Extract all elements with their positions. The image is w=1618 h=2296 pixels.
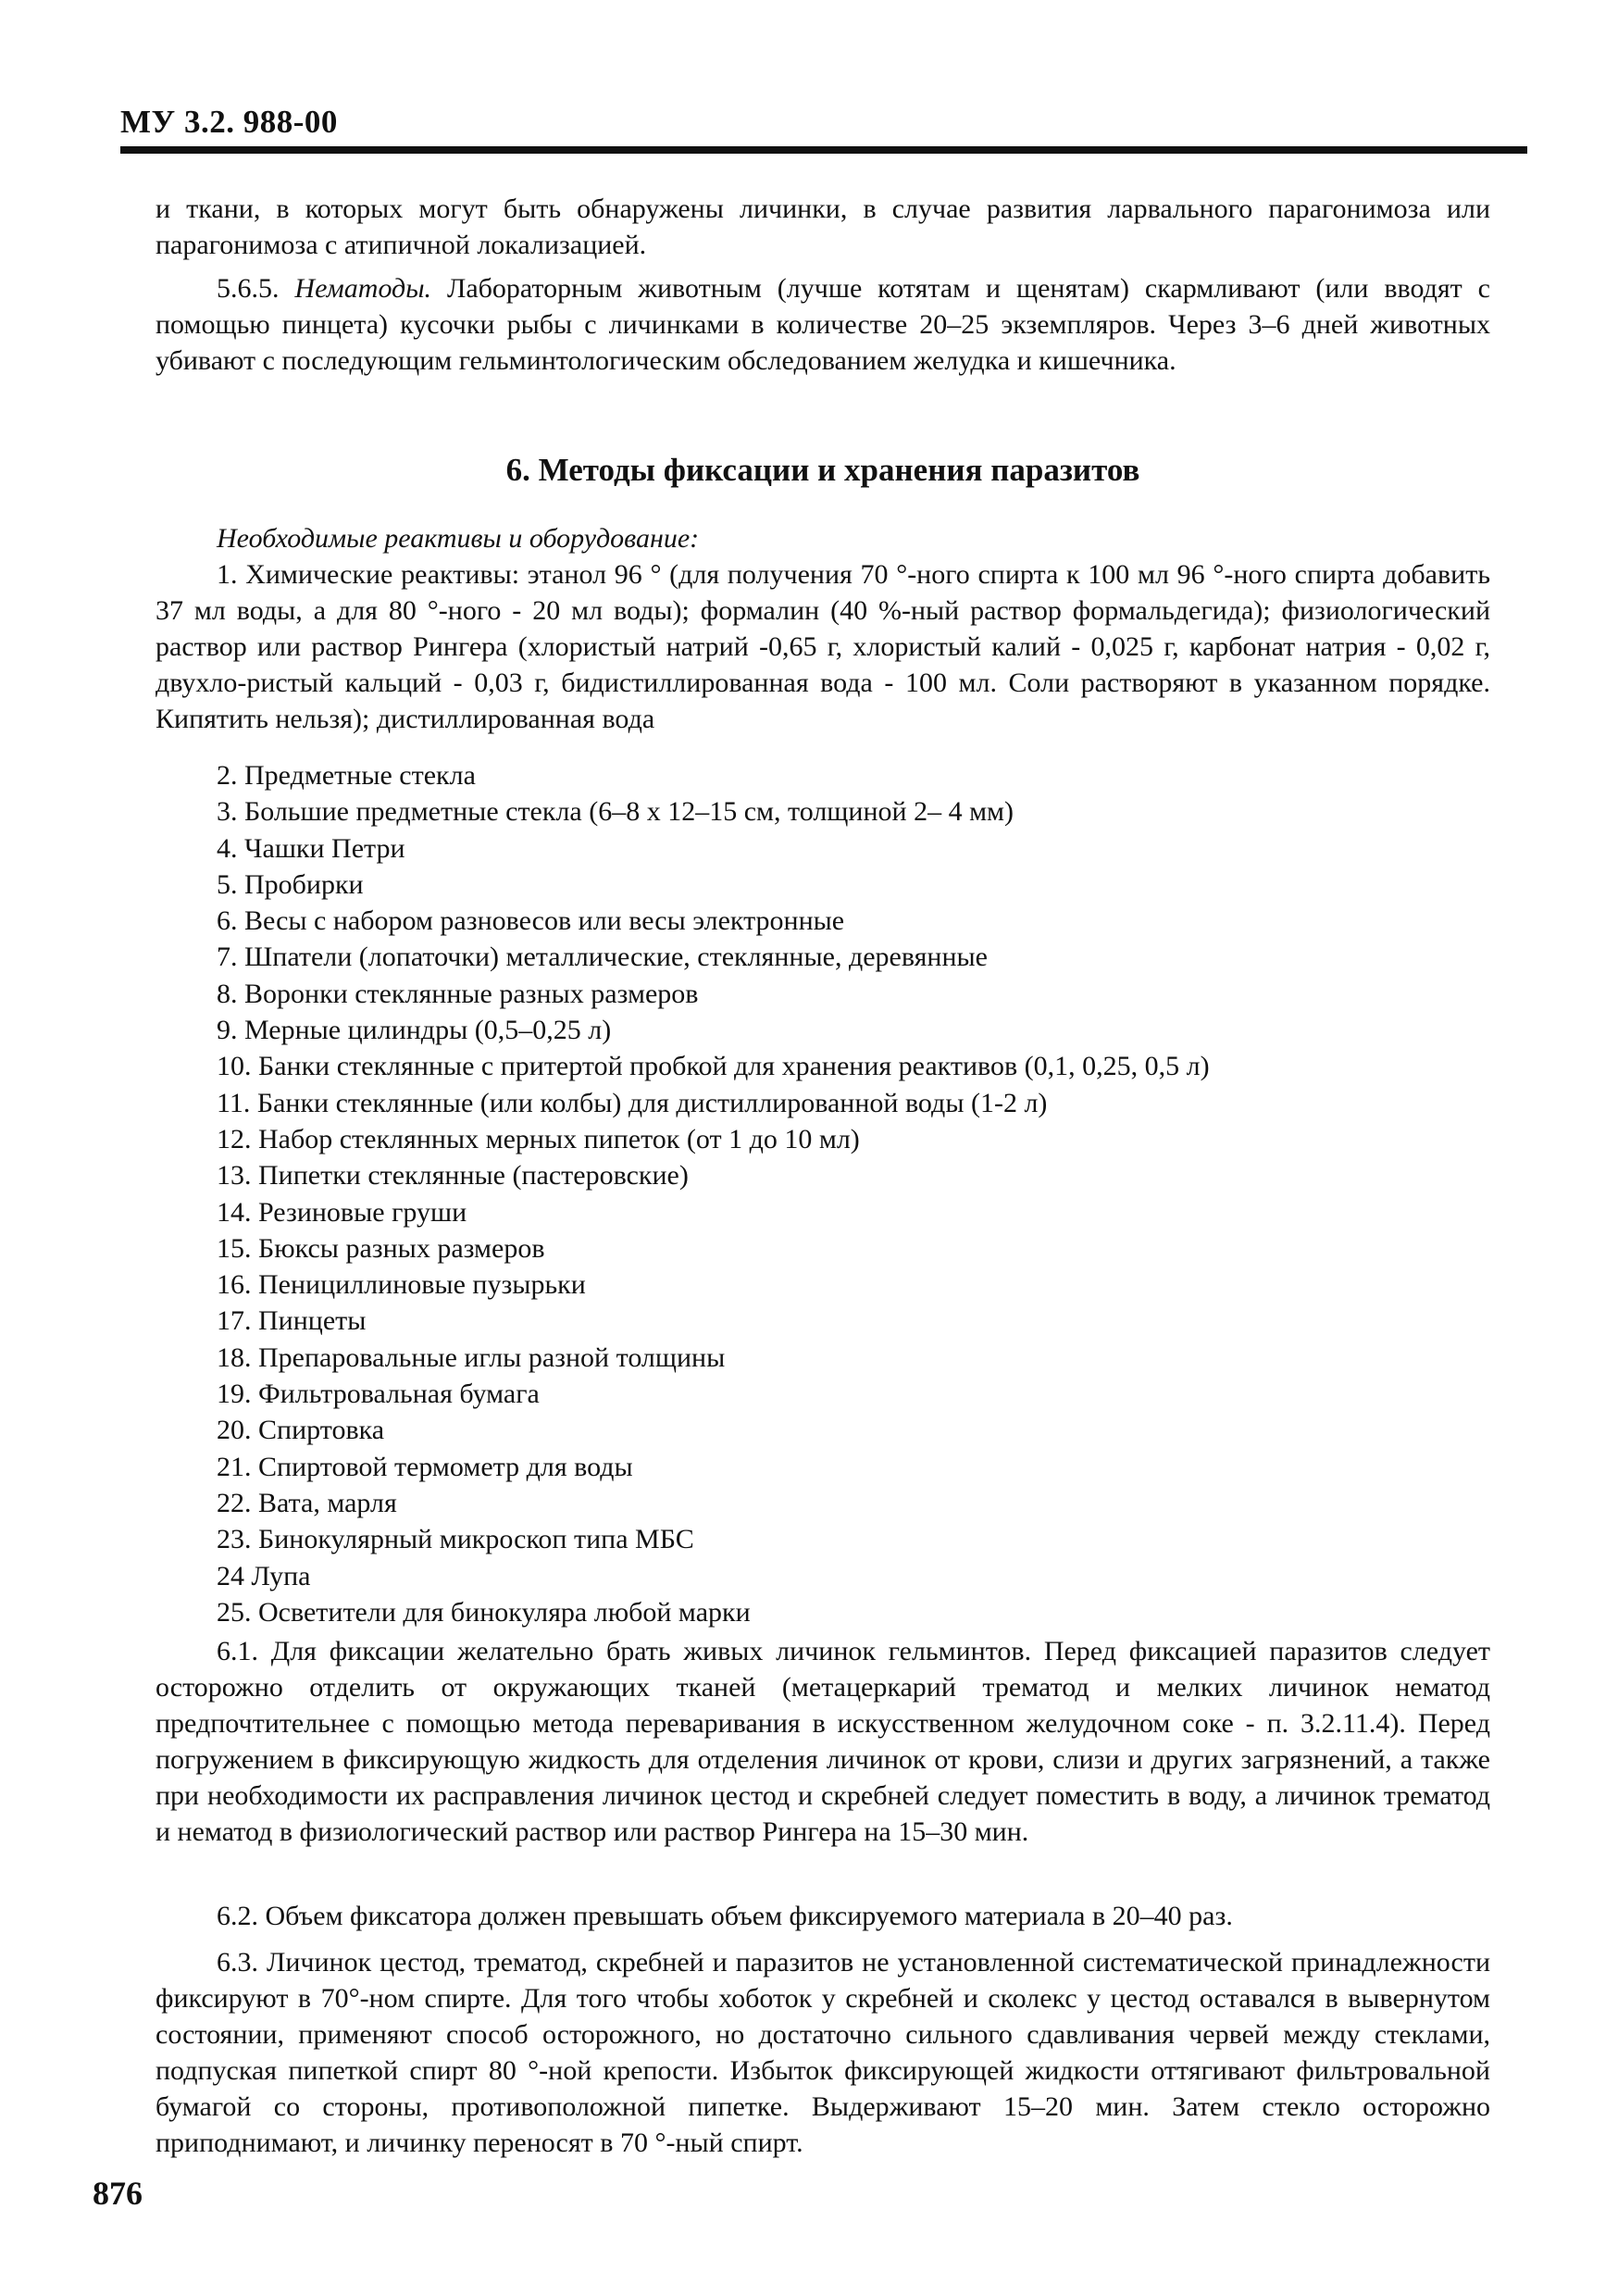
list-item: 6. Весы с набором разновесов или весы электронные — [217, 905, 845, 937]
list-item: 7. Шпатели (лопаточки) металлические, стеклянные, деревянные — [217, 942, 988, 973]
list-item: 17. Пинцеты — [217, 1305, 367, 1337]
list-item: 16. Пенициллиновые пузырьки — [217, 1269, 586, 1301]
list-item: 20. Спиртовка — [217, 1415, 385, 1446]
list-item: 11. Банки стеклянные (или колбы) для дистиллированной воды (1-2 л) — [217, 1087, 1048, 1118]
list-item: 19. Фильтровальная бумага — [217, 1379, 540, 1410]
list-item: 9. Мерные цилиндры (0,5–0,25 л) — [217, 1015, 612, 1046]
list-item: 5. Пробирки — [217, 868, 364, 900]
paragraph-text: Лабораторным животным (лучше котятам и щенятам) скармливают (или вводят с помощью пинцета) кусочки рыбы с личинками в количестве 20–25 экземпляров. Через 3–6 дней животных убивают с последующим гельминтологическим обследованием желудка и кишечника. — [156, 273, 1490, 376]
list-item: 25. Осветители для бинокуляра любой марки — [217, 1596, 751, 1628]
paragraph-6-3: 6.3. Личинок цестод, трематод, скребней и паразитов не установленной систематической принадлежности фиксируют в 70°-ном спирте. Для того чтобы хоботок у скребней и сколекс у цестод оставался в вывернутом состоянии, применяют способ осторожного, но достаточно сильного сдавливания червей между стеклами, подпуская пипеткой спирт 80 °-ной крепости. Избыток фиксирующей жидкости оттягивают фильтровальной бумагой со стороны, противоположной пипетке. Выдерживают 15–20 мин. Затем стекло осторожно приподнимают, и личинку переносят в 70 °-ный спирт. — [156, 1947, 1490, 2158]
list-item: 23. Бинокулярный микроскоп типа МБС — [217, 1524, 694, 1555]
running-header: МУ 3.2. 988-00 — [120, 104, 338, 140]
header-rule — [120, 146, 1527, 154]
page-number: 876 — [93, 2175, 143, 2212]
section-title: 6. Методы фиксации и хранения паразитов — [505, 452, 1140, 488]
list-item: 21. Спиртовой термометр для воды — [217, 1451, 633, 1482]
paragraph-number: 5.6.5. — [217, 273, 280, 304]
continued-paragraph: и ткани, в которых могут быть обнаружены личинки, в случае развития ларвального парагонимоза или парагонимоза с атипичной локализацией. — [156, 193, 1490, 260]
list-item: 12. Набор стеклянных мерных пипеток (от 1 до 10 мл) — [217, 1123, 860, 1154]
list-item-1: 1. Химические реактивы: этанол 96 ° (для получения 70 °-ного спирта к 100 мл 96 °-ного спирта добавить 37 мл воды, а для 80 °-ного - 20 мл воды); формалин (40 %-ный раствор формальдегида); физиологический раствор или раствор Рингера (хлористый натрий -0,65 г, хлористый калий - 0,025 г, карбонат натрия - 0,02 г, двухло-ристый кальций - 0,03 г, бидистиллированная вода - 100 мл. Соли растворяют в указанном порядке. Кипятить нельзя); дистиллированная вода — [156, 559, 1490, 734]
list-item: 22. Вата, марля — [217, 1487, 397, 1518]
paragraph-5-6-5 — [156, 270, 1490, 379]
list-item: 10. Банки стеклянные с притертой пробкой для хранения реактивов (0,1, 0,25, 0,5 л) — [217, 1051, 1210, 1082]
paragraph-term: Нематоды. — [294, 273, 432, 304]
list-item: 2. Предметные стекла — [217, 760, 476, 791]
paragraph-6-1: 6.1. Для фиксации желательно брать живых личинок гельминтов. Перед фиксацией паразитов следует осторожно отделить от окружающих тканей (метацеркарий трематод и мелких личинок нематод предпочтительнее с помощью метода переваривания в искусственном желудочном соке - п. 3.2.11.4). Перед погружением в фиксирующую жидкость для отделения личинок от крови, слизи и других загрязнений, а также при необходимости их расправления личинок цестод и скребней следует поместить в воду, а личинок трематод и нематод в физиологический раствор или раствор Рингера на 15–30 мин. — [156, 1636, 1490, 1847]
list-item: 8. Воронки стеклянные разных размеров — [217, 978, 699, 1009]
list-item: 3. Большие предметные стекла (6–8 х 12–15 см, толщиной 2– 4 мм) — [217, 796, 1014, 828]
reagents-heading: Необходимые реактивы и оборудование: — [217, 523, 700, 554]
paragraph-6-2: 6.2. Объем фиксатора должен превышать объем фиксируемого материала в 20–40 раз. — [217, 1901, 1233, 1931]
list-item: 24 Лупа — [217, 1560, 311, 1591]
list-item: 18. Препаровальные иглы разной толщины — [217, 1341, 726, 1373]
list-item: 14. Резиновые груши — [217, 1196, 467, 1228]
equipment-list — [217, 757, 1210, 1630]
list-item: 4. Чашки Петри — [217, 832, 405, 864]
list-item: 15. Бюксы разных размеров — [217, 1232, 545, 1264]
list-item: 13. Пипетки стеклянные (пастеровские) — [217, 1160, 689, 1192]
